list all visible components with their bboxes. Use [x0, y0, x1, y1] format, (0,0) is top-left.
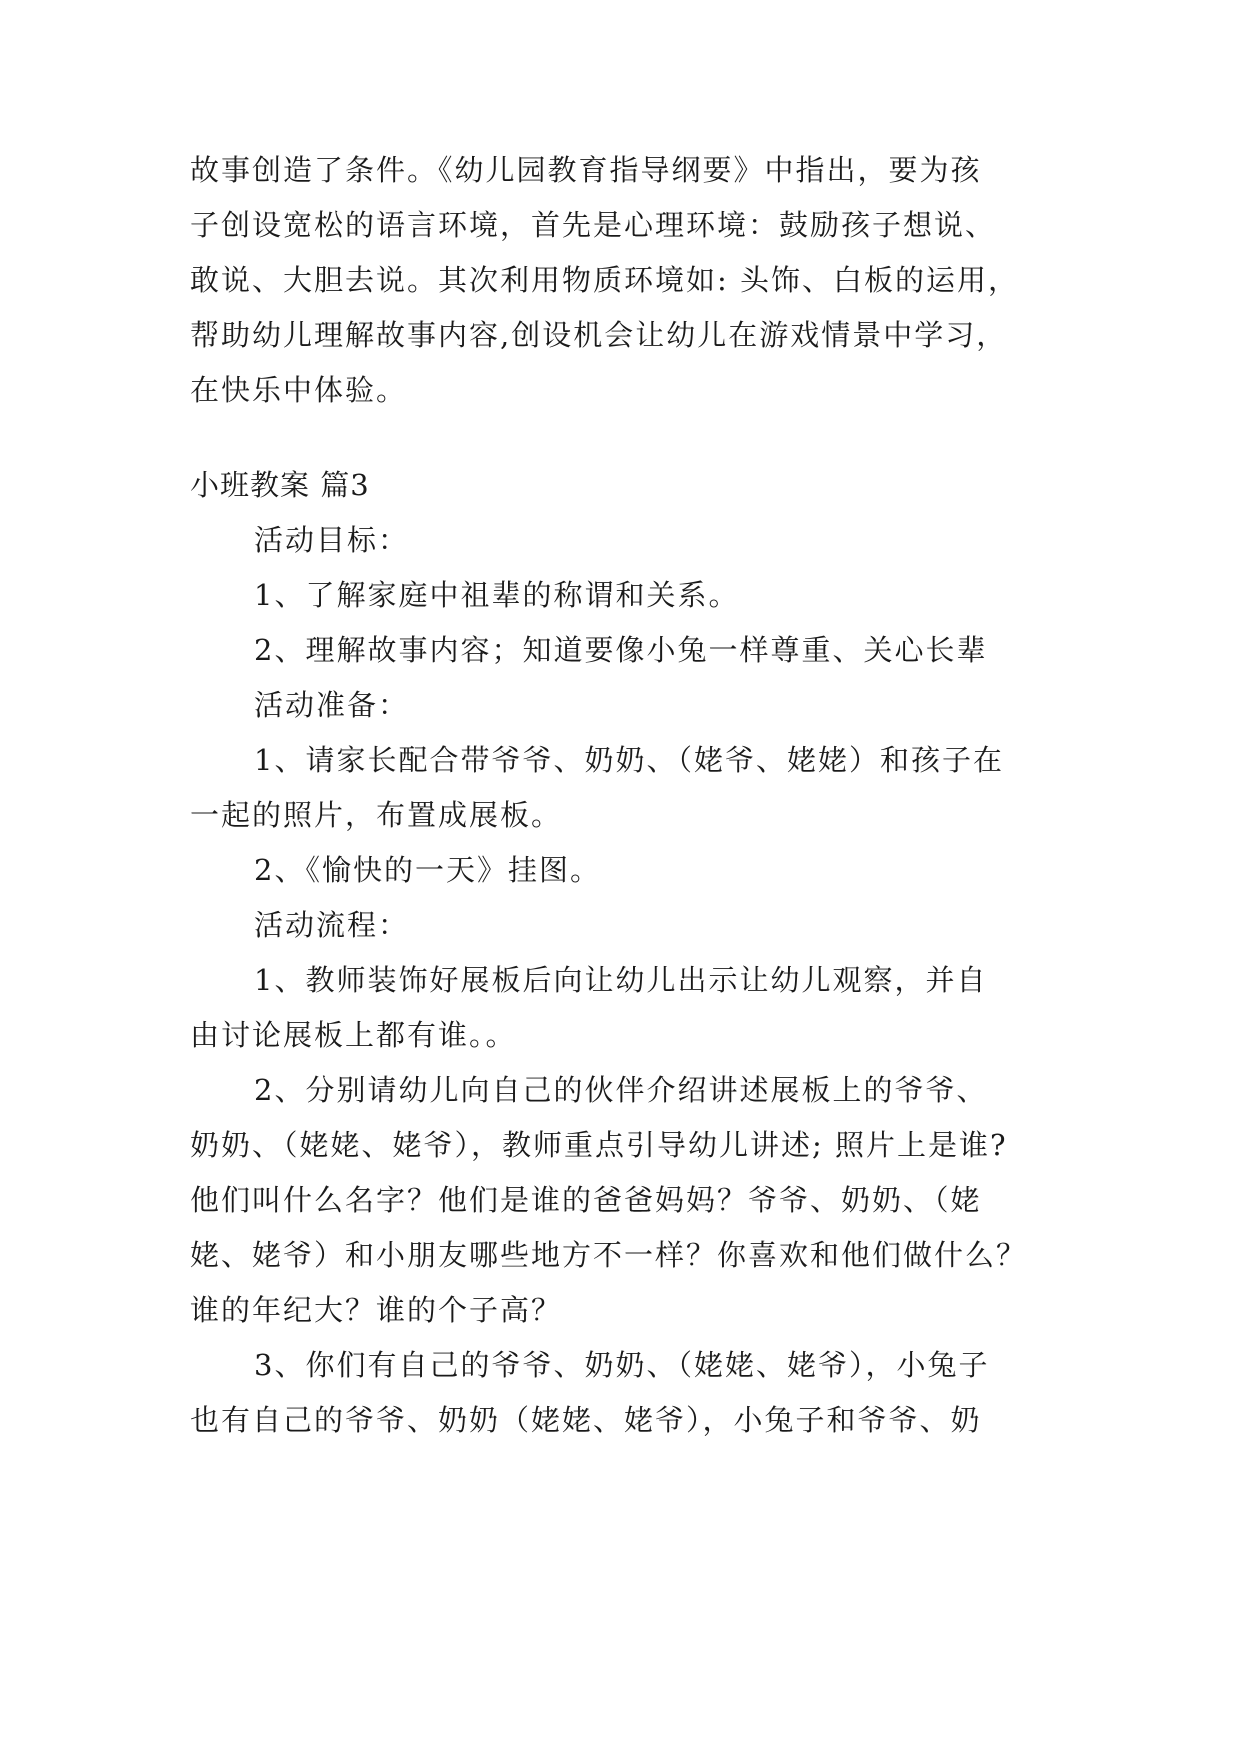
- list-item-continuation: 一起的照片，布置成展板。: [190, 798, 563, 832]
- subheading-process: 活动流程：: [254, 908, 410, 942]
- list-item-continuation: 姥、姥爷）和小朋友哪些地方不一样？你喜欢和他们做什么？: [190, 1238, 1028, 1272]
- paragraph-line: 故事创造了条件。《幼儿园教育指导纲要》中指出，要为孩: [190, 153, 982, 187]
- list-item: 2、《愉快的一天》挂图。: [254, 853, 601, 887]
- list-item: 2、理解故事内容；知道要像小兔一样尊重、关心长辈: [254, 633, 988, 667]
- paragraph-line: 敢说、大胆去说。其次利用物质环境如: 头饰、白板的运用，: [190, 263, 1019, 297]
- paragraph-line: 在快乐中体验。: [190, 373, 408, 407]
- section-heading: 小班教案 篇3: [190, 468, 370, 502]
- paragraph-line: 子创设宽松的语言环境，首先是心理环境：鼓励孩子想说、: [190, 208, 997, 242]
- list-item: 1、教师装饰好展板后向让幼儿出示让幼儿观察，并自: [254, 963, 988, 997]
- list-item-continuation: 他们叫什么名字？他们是谁的爸爸妈妈？爷爷、奶奶、（姥: [190, 1183, 982, 1217]
- subheading-goals: 活动目标：: [254, 523, 410, 557]
- list-item-continuation: 谁的年纪大？谁的个子高？: [190, 1293, 563, 1327]
- list-item: 2、分别请幼儿向自己的伙伴介绍讲述展板上的爷爷、: [254, 1073, 988, 1107]
- list-item-continuation: 奶奶、（姥姥、姥爷），教师重点引导幼儿讲述; 照片上是谁?: [190, 1128, 1008, 1162]
- list-item-continuation: 也有自己的爷爷、奶奶（姥姥、姥爷），小兔子和爷爷、奶: [190, 1403, 982, 1437]
- paragraph-line: 帮助幼儿理解故事内容,创设机会让幼儿在游戏情景中学习，: [190, 318, 1008, 352]
- subheading-preparation: 活动准备：: [254, 688, 410, 722]
- list-item-continuation: 由讨论展板上都有谁。。: [190, 1018, 517, 1052]
- list-item: 1、请家长配合带爷爷、奶奶、（姥爷、姥姥）和孩子在: [254, 743, 1004, 777]
- list-item: 3、你们有自己的爷爷、奶奶、（姥姥、姥爷），小兔子: [254, 1348, 990, 1382]
- list-item: 1、了解家庭中祖辈的称谓和关系。: [254, 578, 740, 612]
